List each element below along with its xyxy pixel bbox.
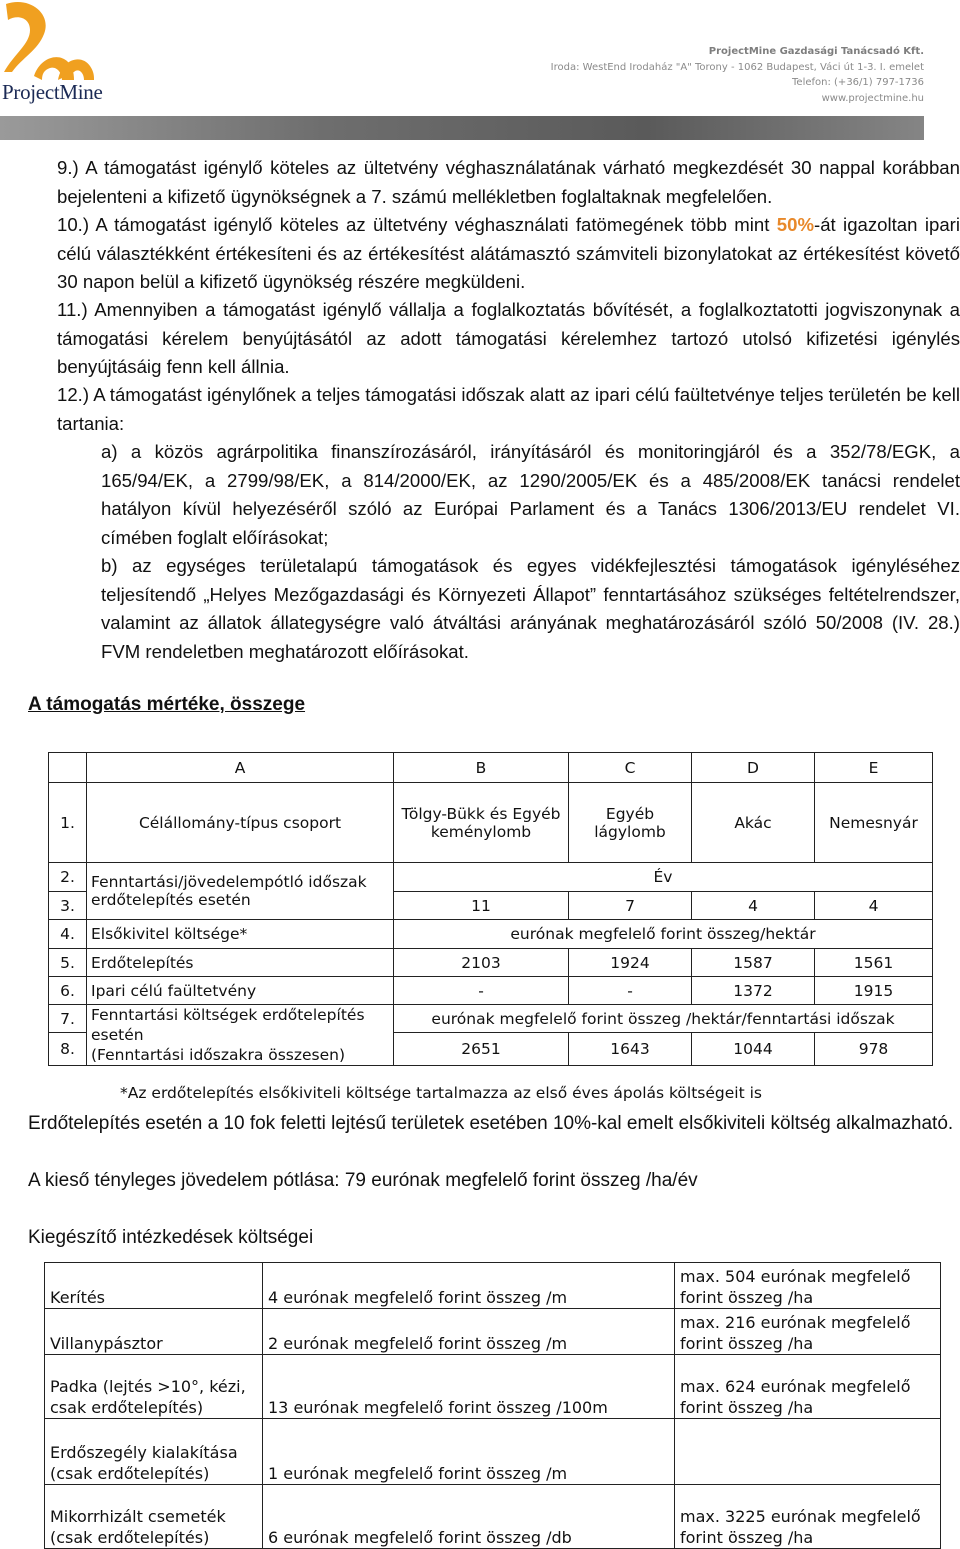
row-number: 5.	[49, 949, 87, 977]
row-number: 7.	[49, 1005, 87, 1033]
measure-cost: 1 eurónak megfelelő forint összeg /m	[263, 1419, 675, 1485]
table-row	[45, 1485, 941, 1549]
measure-cost: 4 eurónak megfelelő forint összeg /m	[263, 1263, 675, 1309]
cell: 1915	[815, 977, 933, 1005]
row-number: 4.	[49, 920, 87, 949]
table-row	[49, 1005, 933, 1033]
company-address: Iroda: WestEnd Irodaház "A" Torony - 1062 Budapest, Váci út 1-3. I. emelet	[550, 61, 924, 73]
table-row	[45, 1309, 941, 1355]
measure-max: max. 3225 eurónak megfelelő forint összeg /ha	[675, 1485, 941, 1549]
cell: 1044	[692, 1033, 815, 1066]
table-row	[49, 783, 933, 863]
cell: 4	[692, 892, 815, 920]
paragraph-10-end: -át igazoltan ipari célú választékként értékesíteni és az értékesítést alátámasztó számviteli bizonylatokat az értékesítést követő 30 napon belül a kifizető ügynökség részére megküldeni.	[57, 214, 960, 292]
span-cell: eurónak megfelelő forint összeg /hektár/fenntartási időszak	[394, 1005, 933, 1033]
cell: 11	[394, 892, 569, 920]
span-cell: Év	[394, 863, 933, 892]
cell: 1643	[569, 1033, 692, 1066]
cell: Akác	[692, 783, 815, 863]
table-row	[49, 863, 933, 892]
row-label	[87, 1005, 394, 1066]
col-letter: A	[87, 753, 394, 783]
measure-max: max. 216 eurónak megfelelő forint összeg /ha	[675, 1309, 941, 1355]
cell: 1561	[815, 949, 933, 977]
row-number: 1.	[49, 783, 87, 863]
paragraph-11: 11.) Amennyiben a támogatást igénylő vállalja a foglalkoztatás bővítését, a foglalkoztatotti jogviszonynak a támogatási kérelem benyújtásától az adott támogatási kérelemhez tartozó utolsó kifizetési igénylés benyújtásáig fenn kell állnia.	[57, 299, 960, 377]
cell: 1924	[569, 949, 692, 977]
table-row	[49, 920, 933, 949]
measure-name: Kerítés	[45, 1263, 263, 1309]
table-row	[45, 1355, 941, 1419]
cell: Nemesnyár	[815, 783, 933, 863]
measure-name: Padka (lejtés >10°, kézi, csak erdőtelepítés)	[45, 1355, 263, 1419]
paragraph-12: 12.) A támogatást igénylőnek a teljes támogatási időszak alatt az ipari célú faültetvénye teljes területén be kell tartania:	[57, 384, 960, 434]
measure-name: Erdőszegély kialakítása (csak erdőtelepítés)	[45, 1419, 263, 1485]
span-cell: eurónak megfelelő forint összeg/hektár	[394, 920, 933, 949]
measure-name: Mikorrhizált csemeték (csak erdőtelepítés)	[45, 1485, 263, 1549]
note-slope: Erdőtelepítés esetén a 10 fok feletti lejtésű területek esetében 10%-kal emelt elsőkiviteli költség alkalmazható.	[28, 1113, 954, 1134]
col-letter: B	[394, 753, 569, 783]
logo-text: ProjectMine	[2, 80, 103, 104]
company-phone: Telefon: (+36/1) 797-1736	[792, 77, 924, 88]
cell: Tölgy-Bükk és Egyéb keménylomb	[394, 783, 569, 863]
row-label-line: Fenntartási költségek erdőtelepítés esetén	[91, 1006, 365, 1044]
row-number: 6.	[49, 977, 87, 1005]
paragraph-12a: a) a közös agrárpolitika finanszírozásáról, irányításáról és monitoringjáról és a 352/78/EGK, a 165/94/EK, a 2799/98/EK, a 814/2000/EK, az 1290/2005/EK és a 485/2008/EK tanácsi rendelet hatályon kívül helyezéséről szóló az Európai Parlament és a Tanács 1306/2013/EU rendelet VI. címében foglalt előírásokat;	[101, 441, 960, 548]
table-header-row	[49, 753, 933, 783]
col-letter: C	[569, 753, 692, 783]
cell: 1372	[692, 977, 815, 1005]
row-label: Ipari célú faültetvény	[87, 977, 394, 1005]
note-income: A kieső tényleges jövedelem pótlása: 79 eurónak megfelelő forint összeg /ha/év	[28, 1170, 698, 1191]
page-header	[0, 0, 960, 140]
cell: -	[569, 977, 692, 1005]
table-row	[45, 1419, 941, 1485]
cell: -	[394, 977, 569, 1005]
row-label: Célállomány-típus csoport	[87, 783, 394, 863]
company-website: www.projectmine.hu	[821, 92, 924, 104]
table-row	[49, 949, 933, 977]
paragraph-10-start: 10.) A támogatást igénylő köteles az ültetvény véghasználati fatömegének több mint	[57, 214, 777, 235]
measure-cost: 13 eurónak megfelelő forint összeg /100m	[263, 1355, 675, 1419]
table-row	[49, 977, 933, 1005]
row-number: 3.	[49, 892, 87, 920]
row-label-line: (Fenntartási időszakra összesen)	[91, 1046, 346, 1064]
cell: 978	[815, 1033, 933, 1066]
row-number: 8.	[49, 1033, 87, 1066]
table-row	[45, 1263, 941, 1309]
measure-max: max. 504 eurónak megfelelő forint összeg /ha	[675, 1263, 941, 1309]
measure-cost: 2 eurónak megfelelő forint összeg /m	[263, 1309, 675, 1355]
supplementary-costs-table	[44, 1262, 941, 1549]
row-label: Erdőtelepítés	[87, 949, 394, 977]
col-letter: D	[692, 753, 815, 783]
row-label: Elsőkivitel költsége*	[87, 920, 394, 949]
cell: 4	[815, 892, 933, 920]
company-info	[551, 44, 924, 106]
row-label: Fenntartási/jövedelempótló időszak erdőtelepítés esetén	[87, 863, 394, 920]
cell: 2103	[394, 949, 569, 977]
support-amount-table	[48, 752, 933, 1066]
measure-max	[675, 1419, 941, 1485]
paragraph-12b: b) az egységes területalapú támogatások és egyes vidékfejlesztési támogatások igényléséhez teljesítendő „Helyes Mezőgazdasági és Környezeti Állapot” fenntartásához szükséges feltételrendszer, valamint az állatok állategységre való átváltási arányának meghatározásáról szóló 50/2008 (IV. 28.) FVM rendeletben meghatározott előírásokat.	[101, 555, 960, 662]
row-number: 2.	[49, 863, 87, 892]
measure-cost: 6 eurónak megfelelő forint összeg /db	[263, 1485, 675, 1549]
cell: Egyéb lágylomb	[569, 783, 692, 863]
measure-max: max. 624 eurónak megfelelő forint összeg /ha	[675, 1355, 941, 1419]
paragraph-9: 9.) A támogatást igénylő köteles az ültetvény véghasználatának várható megkezdését 30 nappal korábban bejelenteni a kifizető ügynökségnek a 7. számú mellékletben foglaltaknak megfelelően.	[57, 157, 960, 207]
measure-name: Villanypásztor	[45, 1309, 263, 1355]
cell: 2651	[394, 1033, 569, 1066]
section-title: A támogatás mértéke, összege	[28, 694, 306, 715]
table-footnote: *Az erdőtelepítés elsőkiviteli költsége tartalmazza az első éves ápolás költségeit is	[120, 1084, 762, 1102]
header-bar	[0, 116, 924, 140]
cell: 7	[569, 892, 692, 920]
paragraph-10	[57, 211, 960, 297]
col-letter: E	[815, 753, 933, 783]
percent-highlight: 50%	[776, 214, 814, 235]
cell: 1587	[692, 949, 815, 977]
subsection-title: Kiegészítő intézkedések költségei	[28, 1227, 314, 1248]
company-name: ProjectMine Gazdasági Tanácsadó Kft.	[708, 46, 924, 57]
